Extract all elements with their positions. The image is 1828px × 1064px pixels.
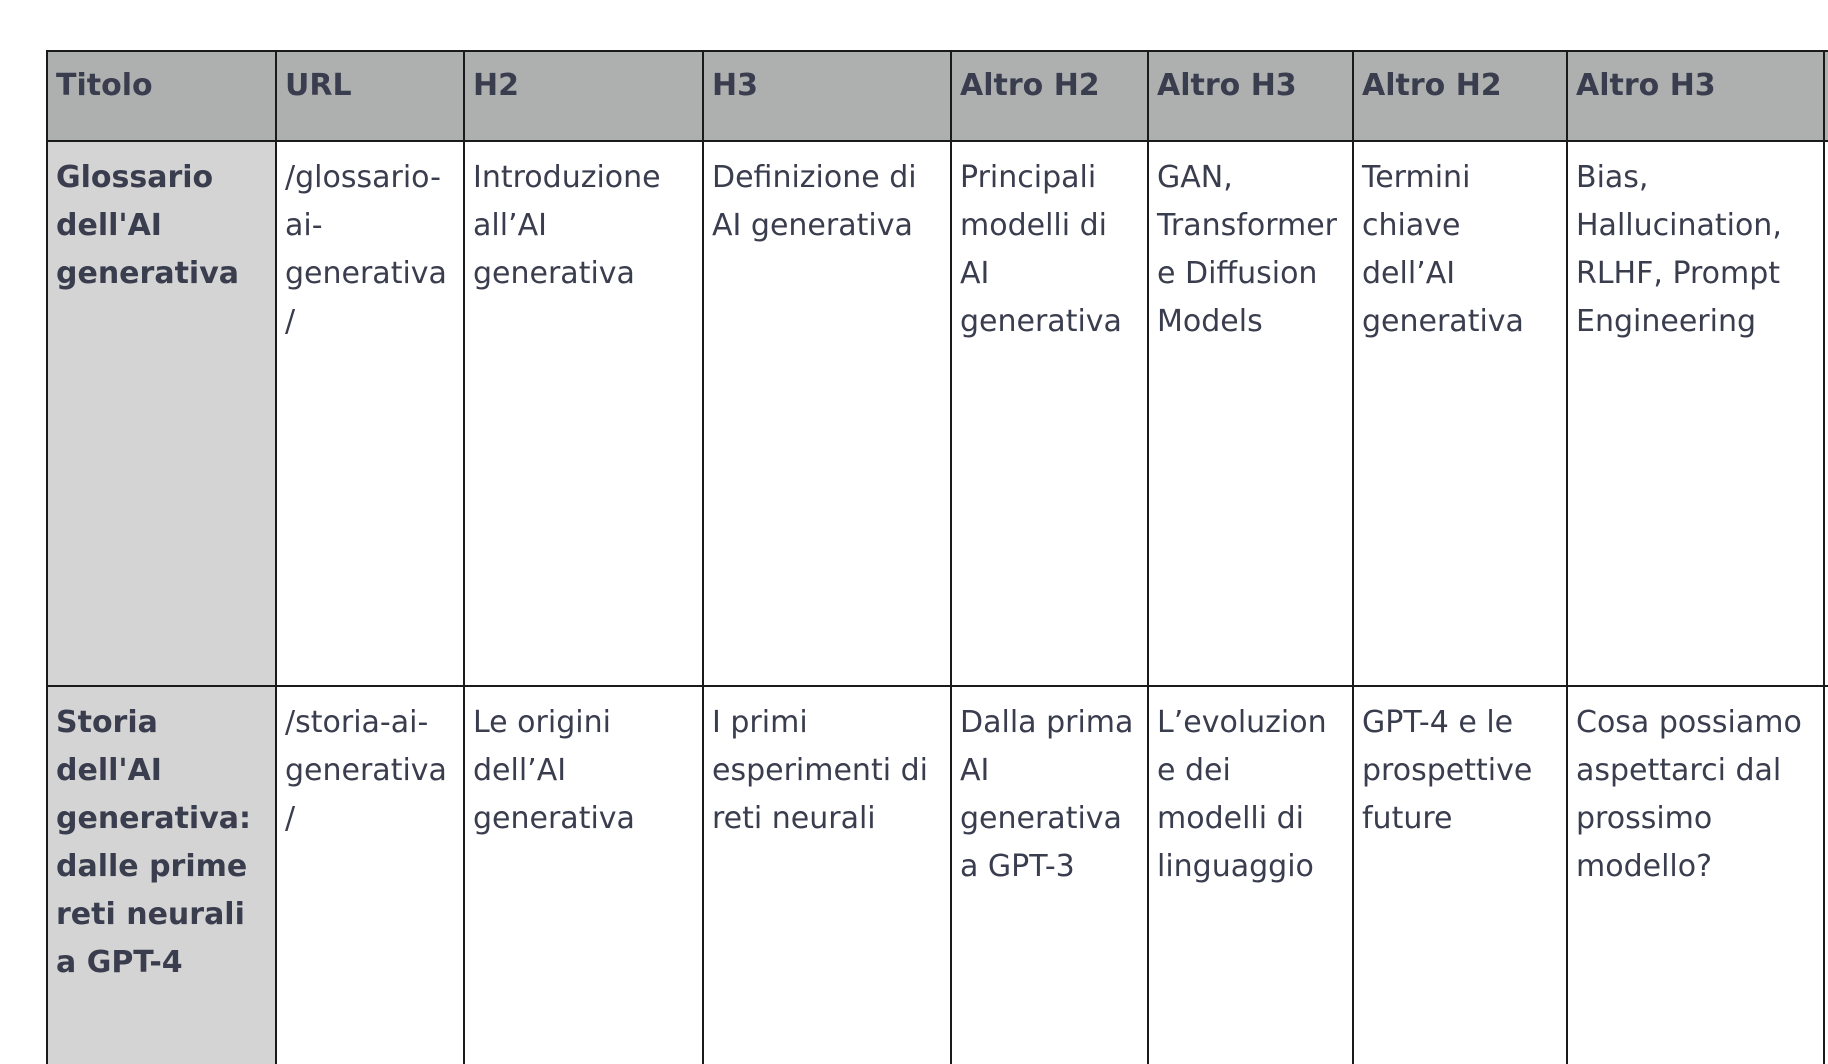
cell-altro-h2-second: Termini chiave dell’AI generativa [1353,141,1567,686]
table-row [47,686,1828,1064]
header-url: URL [276,51,464,141]
cell-altro-h2-second: GPT-4 e le prospettive future [1353,686,1567,1064]
cell-titolo: Storia dell'AI generativa: dalle prime reti neurali a GPT-4 [47,686,276,1064]
cell-extra [1824,141,1828,686]
cell-h3: Definizione di AI generativa [703,141,951,686]
header-altro-h3: Altro H3 [1148,51,1353,141]
cell-h2: Introduzione all’AI generativa [464,141,703,686]
cell-altro-h3-second: Bias, Hallucination, RLHF, Prompt Engineering [1567,141,1824,686]
table-header-row [47,51,1828,141]
cell-url: /storia-ai-generativa/ [276,686,464,1064]
header-altro-h2: Altro H2 [951,51,1148,141]
cell-altro-h3: L’evoluzione dei modelli di linguaggio [1148,686,1353,1064]
cell-h3: I primi esperimenti di reti neurali [703,686,951,1064]
cell-h2: Le origini dell’AI generativa [464,686,703,1064]
cell-altro-h3: GAN, Transformer e Diffusion Models [1148,141,1353,686]
header-altro-h2-second: Altro H2 [1353,51,1567,141]
table-row [47,141,1828,686]
header-h3: H3 [703,51,951,141]
header-altro-h3-second: Altro H3 [1567,51,1824,141]
cell-altro-h2: Dalla prima AI generativa a GPT-3 [951,686,1148,1064]
header-h2: H2 [464,51,703,141]
content-plan-table [46,50,1828,1064]
cell-altro-h2: Principali modelli di AI generativa [951,141,1148,686]
cell-url: /glossario-ai-generativa/ [276,141,464,686]
cell-extra [1824,686,1828,1064]
cell-altro-h3-second: Cosa possiamo aspettarci dal prossimo modello? [1567,686,1824,1064]
cell-titolo: Glossario dell'AI generativa [47,141,276,686]
header-titolo: Titolo [47,51,276,141]
header-extra [1824,51,1828,141]
